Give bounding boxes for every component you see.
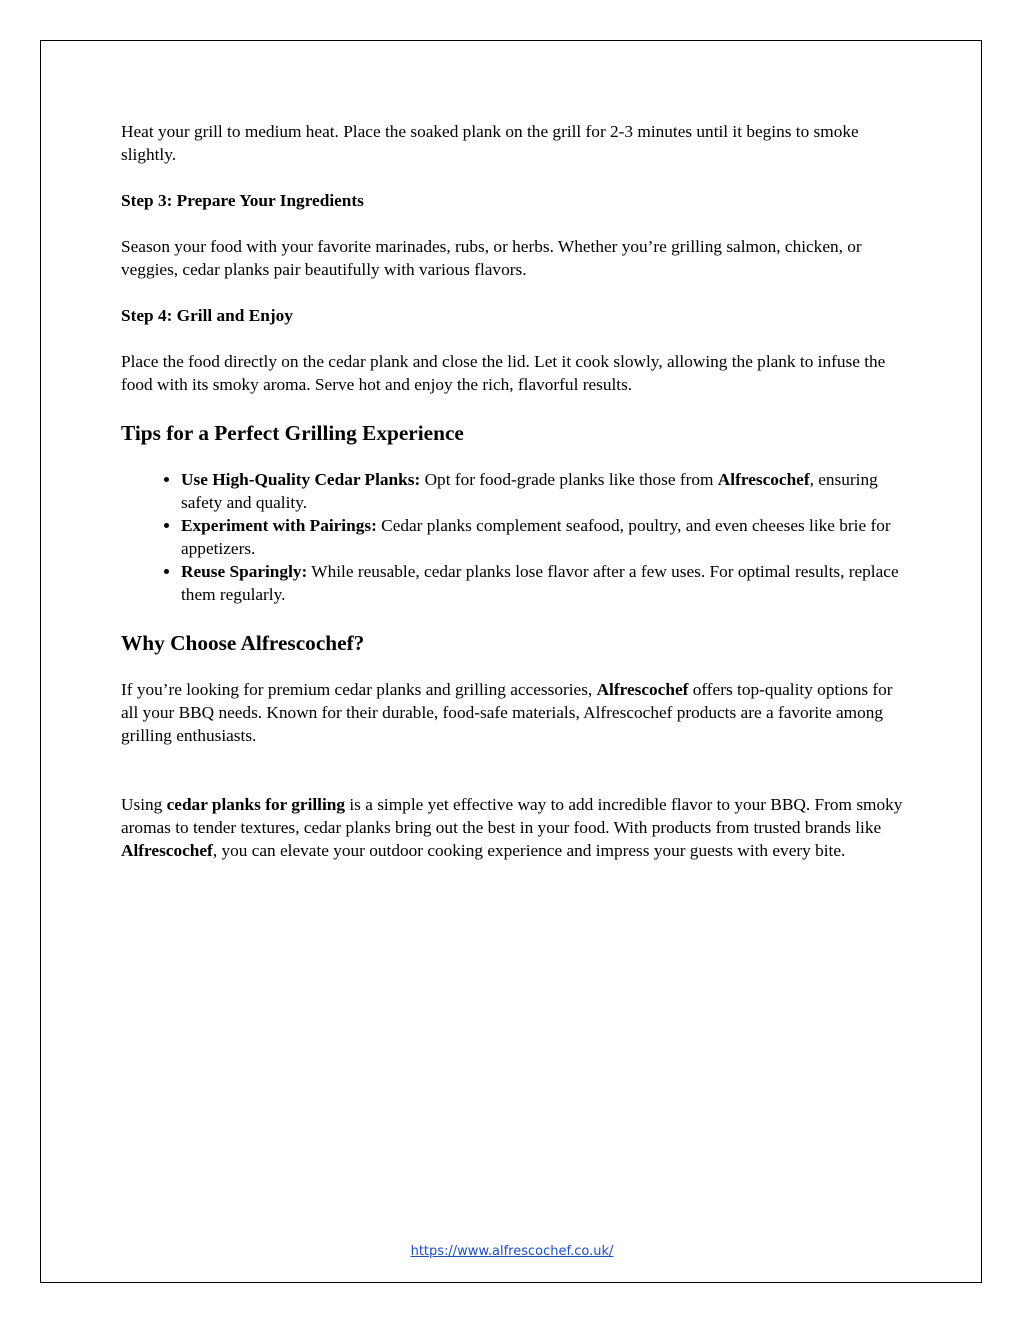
tip-item-pairings bbox=[181, 514, 911, 560]
blank-line bbox=[121, 770, 911, 793]
conclusion-text-2: is a simple yet effective way to add incredible flavor to your BBQ. From smoky aromas to tender textures, cedar planks bring out the best in your food. With products from trusted brands like bbox=[121, 795, 903, 837]
why-paragraph bbox=[121, 678, 911, 747]
step3-heading: Step 3: Prepare Your Ingredients bbox=[121, 191, 364, 210]
tip-reuse-title: Reuse Sparingly: bbox=[181, 562, 308, 581]
document-body bbox=[121, 120, 911, 885]
why-brand: Alfrescochef bbox=[596, 680, 689, 699]
step4-heading: Step 4: Grill and Enjoy bbox=[121, 306, 293, 325]
tip-quality-text: Opt for food-grade planks like those from bbox=[420, 470, 718, 489]
conclusion-keyword: cedar planks for grilling bbox=[166, 795, 346, 814]
tip-pairings-title: Experiment with Pairings: bbox=[181, 516, 377, 535]
tips-heading: Tips for a Perfect Grilling Experience bbox=[121, 421, 464, 445]
footer-website-link[interactable]: https://www.alfrescochef.co.uk/ bbox=[410, 1244, 614, 1259]
why-heading: Why Choose Alfrescochef? bbox=[121, 631, 365, 655]
paragraph-heat-grill: Heat your grill to medium heat. Place the soaked plank on the grill for 2-3 minutes until it begins to smoke slightly. bbox=[121, 122, 859, 164]
tip-item-reuse bbox=[181, 560, 911, 606]
step4-paragraph: Place the food directly on the cedar plank and close the lid. Let it cook slowly, allowing the plank to infuse the food with its smoky aroma. Serve hot and enjoy the rich, flavorful results. bbox=[121, 352, 886, 394]
conclusion-paragraph bbox=[121, 793, 911, 862]
tip-quality-title: Use High-Quality Cedar Planks: bbox=[181, 470, 421, 489]
conclusion-brand: Alfrescochef bbox=[121, 841, 213, 860]
why-text-start: If you’re looking for premium cedar planks and grilling accessories, bbox=[121, 680, 597, 699]
tip-reuse-text: While reusable, cedar planks lose flavor after a few uses. For optimal results, replace them regularly. bbox=[181, 562, 899, 604]
conclusion-text-3: , you can elevate your outdoor cooking experience and impress your guests with every bite. bbox=[212, 841, 846, 860]
conclusion-text-1: Using bbox=[121, 795, 167, 814]
tip-quality-text-end: , ensuring safety and quality. bbox=[181, 470, 878, 512]
why-text-end: offers top-quality options for all your BBQ needs. Known for their durable, food-safe materials, Alfrescochef products are a favorite among grilling enthusiasts. bbox=[121, 680, 893, 745]
tip-quality-brand: Alfrescochef bbox=[717, 470, 810, 489]
tip-pairings-text: Cedar planks complement seafood, poultry, and even cheeses like brie for appetizers. bbox=[181, 516, 891, 558]
step3-paragraph: Season your food with your favorite marinades, rubs, or herbs. Whether you’re grilling salmon, chicken, or veggies, cedar planks pair beautifully with various flavors. bbox=[121, 237, 862, 279]
tip-item-quality bbox=[181, 468, 911, 514]
tips-list bbox=[121, 468, 911, 606]
